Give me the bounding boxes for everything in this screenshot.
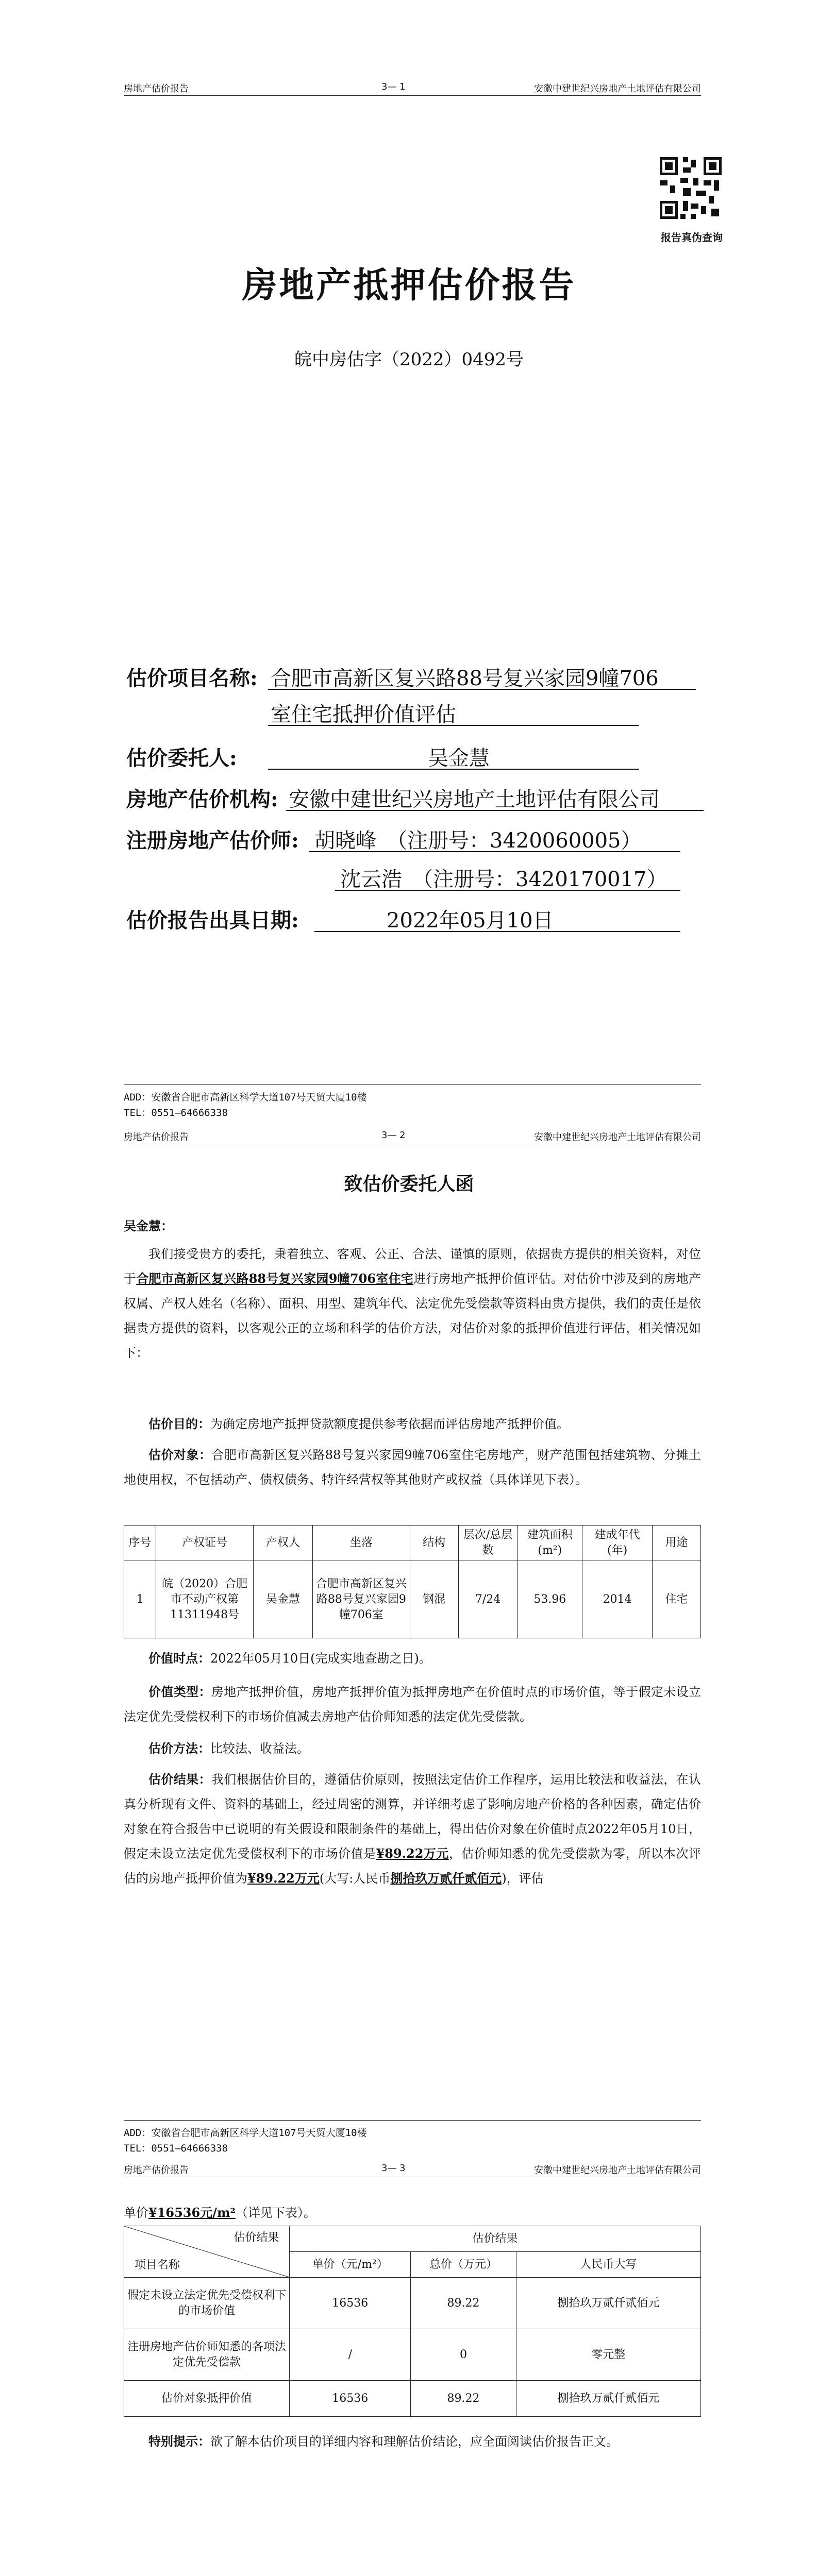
value-date-paragraph bbox=[124, 1646, 701, 1671]
diag-top-label: 估价结果 bbox=[233, 2231, 279, 2244]
method-label: 估价方法： bbox=[148, 1741, 210, 1756]
result-value-words: 捌拾玖万贰仟贰佰元 bbox=[390, 1871, 502, 1886]
page-footer bbox=[124, 1090, 367, 1121]
method-paragraph bbox=[124, 1736, 701, 1761]
report-number: 皖中房估字（2022）0492号 bbox=[294, 349, 524, 370]
footer-address: ADD：安徽省合肥市高新区科学大道107号天贸大厦10楼 bbox=[124, 1092, 367, 1103]
client-label: 估价委托人: bbox=[126, 746, 237, 770]
project-label: 估价项目名称: bbox=[126, 666, 258, 690]
result-paragraph bbox=[124, 1767, 701, 1891]
appraiser-underline-1 bbox=[309, 851, 680, 852]
project-underline-1 bbox=[268, 689, 696, 690]
qr-caption: 报告真伪查询 bbox=[661, 231, 723, 244]
table-header: 建筑面积(m²) bbox=[517, 1526, 582, 1561]
table-row bbox=[124, 2381, 701, 2417]
page-header bbox=[119, 77, 716, 98]
diag-bottom-label: 项目名称 bbox=[135, 2259, 180, 2272]
result-text-d: )，评估 bbox=[502, 1871, 544, 1886]
purpose-text: 为确定房地产抵押贷款额度提供参考依据而评估房地产抵押价值。 bbox=[210, 1417, 569, 1431]
client-underline bbox=[268, 769, 639, 770]
table-header: 产权证号 bbox=[156, 1526, 254, 1561]
footer-divider bbox=[124, 1084, 701, 1085]
agency-label: 房地产估价机构: bbox=[126, 787, 278, 811]
result-group-header: 估价结果 bbox=[290, 2226, 701, 2252]
table-header-row bbox=[124, 1526, 701, 1561]
method-text: 比较法、收益法。 bbox=[210, 1741, 309, 1756]
result-label: 估价结果： bbox=[148, 1772, 211, 1787]
table-cell: 捌拾玖万贰仟贰佰元 bbox=[516, 2381, 700, 2417]
table-cell: 7/24 bbox=[458, 1561, 517, 1638]
table-cell: 16536 bbox=[290, 2278, 411, 2329]
purpose-paragraph bbox=[124, 1412, 701, 1436]
unit-price-value: ¥16536元/m² bbox=[148, 2205, 236, 2220]
table-cell: / bbox=[290, 2329, 411, 2381]
agency-underline bbox=[286, 810, 704, 811]
notice-paragraph bbox=[124, 2429, 701, 2454]
table-cell: 住宅 bbox=[653, 1561, 701, 1638]
page-header bbox=[119, 2159, 716, 2179]
project-underline-2 bbox=[268, 725, 639, 726]
date-label: 估价报告出具日期: bbox=[126, 908, 299, 933]
result-text-b: ，估价师知悉的优先受偿款为零，所以本次评估的房地产抵押价值为 bbox=[124, 1846, 702, 1886]
project-value-line1: 合肥市高新区复兴路88号复兴家园9幢706 bbox=[271, 667, 659, 690]
intro-text-c: 进行房地产抵押价值评估。对估价中涉及到的房地产权属、产权人姓名（名称）、面积、用型、建筑年代、法定优先受偿款等资料由贵方提供，我们的责任是依据贵方提供的资料，以客观公正的立场和科学的估价方法，对估价对象的抵押价值进行评估，相关情况如下： bbox=[124, 1272, 702, 1360]
header-divider bbox=[124, 95, 701, 96]
intro-property: 合肥市高新区复兴路88号复兴家园9幢706室住宅 bbox=[136, 1271, 414, 1286]
value-type-paragraph bbox=[124, 1680, 701, 1729]
appraiser-1: 胡晓峰 （注册号：3420060005） bbox=[314, 829, 642, 853]
result-table bbox=[124, 2226, 701, 2417]
table-cell: 89.22 bbox=[411, 2278, 516, 2329]
header-right: 安徽中建世纪兴房地产土地评估有限公司 bbox=[534, 2165, 701, 2176]
object-paragraph bbox=[124, 1443, 701, 1492]
table-cell: 合肥市高新区复兴路88号复兴家园9幢706室 bbox=[312, 1561, 410, 1638]
header-right: 安徽中建世纪兴房地产土地评估有限公司 bbox=[534, 83, 701, 94]
footer-divider bbox=[124, 2120, 701, 2121]
table-cell: 零元整 bbox=[516, 2329, 700, 2381]
page-header bbox=[119, 1126, 716, 1146]
page-footer bbox=[124, 2125, 367, 2156]
value-date-label: 价值时点： bbox=[148, 1651, 210, 1666]
table-header: 人民币大写 bbox=[516, 2252, 700, 2278]
object-text: 合肥市高新区复兴路88号复兴家园9幢706室住宅房地产，财产范围包括建筑物、分摊土地使用权，不包括动产、债权债务、特许经营权等其他财产或权益（具体详见下表）。 bbox=[124, 1448, 702, 1487]
table-cell: 估价对象抵押价值 bbox=[124, 2381, 290, 2417]
table-header: 序号 bbox=[124, 1526, 156, 1561]
date-value: 2022年05月10日 bbox=[387, 909, 554, 933]
result-market-value: ¥89.22万元 bbox=[376, 1846, 449, 1861]
date-underline bbox=[314, 931, 680, 932]
result-text-c: (大写:人民币 bbox=[319, 1871, 391, 1886]
table-row bbox=[124, 2329, 701, 2381]
table-header: 单价（元/m²） bbox=[290, 2252, 411, 2278]
header-page-number: 3— 2 bbox=[381, 1130, 406, 1141]
footer-tel: TEL：0551—64666338 bbox=[124, 1107, 228, 1118]
value-type-text: 房地产抵押价值，房地产抵押价值为抵押房地产在价值时点的市场价值，等于假定未设立法定优先受偿权利下的市场价值减去房地产估价师知悉的法定优先受偿款。 bbox=[124, 1685, 702, 1724]
table-header: 产权人 bbox=[254, 1526, 313, 1561]
intro-paragraph bbox=[124, 1242, 701, 1365]
table-cell: 1 bbox=[124, 1561, 156, 1638]
header-page-number: 3— 3 bbox=[381, 2163, 406, 2174]
salutation: 吴金慧： bbox=[124, 1218, 173, 1233]
table-header-row bbox=[124, 2226, 701, 2252]
property-table bbox=[124, 1525, 701, 1638]
header-left: 房地产估价报告 bbox=[124, 83, 189, 94]
header-page-number: 3— 1 bbox=[381, 81, 406, 92]
table-cell: 53.96 bbox=[517, 1561, 582, 1638]
cover-title: 房地产抵押估价报告 bbox=[242, 265, 576, 306]
appraiser-underline-2 bbox=[335, 890, 680, 891]
table-header: 总价（万元） bbox=[411, 2252, 516, 2278]
notice-label: 特别提示： bbox=[148, 2434, 210, 2449]
diagonal-header-cell bbox=[124, 2226, 290, 2278]
table-cell: 2014 bbox=[582, 1561, 653, 1638]
table-cell: 注册房地产估价师知悉的各项法定优先受偿款 bbox=[124, 2329, 290, 2381]
unit-price-text-b: （详见下表）。 bbox=[235, 2206, 316, 2220]
qr-code-icon bbox=[657, 155, 724, 222]
table-cell: 吴金慧 bbox=[254, 1561, 313, 1638]
letter-title: 致估价委托人函 bbox=[344, 1173, 474, 1195]
table-cell: 0 bbox=[411, 2329, 516, 2381]
table-header: 用途 bbox=[653, 1526, 701, 1561]
header-left: 房地产估价报告 bbox=[124, 2165, 189, 2176]
table-cell: 钢混 bbox=[410, 1561, 458, 1638]
unit-price-text-a: 单价 bbox=[124, 2206, 148, 2220]
appraiser-label: 注册房地产估价师: bbox=[126, 828, 299, 853]
table-cell: 皖（2020）合肥市不动产权第11311948号 bbox=[156, 1561, 254, 1638]
object-label: 估价对象： bbox=[148, 1447, 212, 1462]
table-cell: 16536 bbox=[290, 2381, 411, 2417]
purpose-label: 估价目的： bbox=[148, 1416, 210, 1431]
table-cell: 假定未设立法定优先受偿权利下的市场价值 bbox=[124, 2278, 290, 2329]
table-header: 建成年代(年) bbox=[582, 1526, 653, 1561]
table-header: 坐落 bbox=[312, 1526, 410, 1561]
footer-tel: TEL：0551—64666338 bbox=[124, 2143, 228, 2154]
table-row bbox=[124, 2278, 701, 2329]
table-header: 层次/总层数 bbox=[458, 1526, 517, 1561]
result-text-a: 我们根据估价目的，遵循估价原则，按照法定估价工作程序，运用比较法和收益法，在认真分析现有文件、资料的基础上，经过周密的测算，并详细考虑了影响房地产价格的各种因素，确定估价对象在符合报告中已说明的有关假设和限制条件的基础上，得出估价对象在价值时点2022年05月10日，假定未设立法定优先受偿权利下的市场价值是 bbox=[124, 1772, 702, 1861]
value-date-text: 2022年05月10日(完成实地查勘之日)。 bbox=[210, 1651, 431, 1666]
result-mortgage-value: ¥89.22万元 bbox=[247, 1871, 320, 1886]
notice-text: 欲了解本估价项目的详细内容和理解估价结论，应全面阅读估价报告正文。 bbox=[210, 2434, 619, 2449]
unit-price-line bbox=[124, 2202, 316, 2221]
table-cell: 捌拾玖万贰仟贰佰元 bbox=[516, 2278, 700, 2329]
client-value: 吴金慧 bbox=[428, 747, 490, 770]
header-right: 安徽中建世纪兴房地产土地评估有限公司 bbox=[534, 1132, 701, 1143]
value-type-label: 价值类型： bbox=[148, 1684, 211, 1699]
table-row bbox=[124, 1561, 701, 1638]
header-left: 房地产估价报告 bbox=[124, 1132, 189, 1143]
table-header: 结构 bbox=[410, 1526, 458, 1561]
table-cell: 89.22 bbox=[411, 2381, 516, 2417]
intro-text-a: 我们接受贵方的委托，秉着独立、客观、公正、合法、谨慎的原则，依据贵方提供的相关资料，对位于 bbox=[124, 1247, 701, 1286]
project-value-line2: 室住宅抵押价值评估 bbox=[271, 703, 456, 726]
footer-address: ADD：安徽省合肥市高新区科学大道107号天贸大厦10楼 bbox=[124, 2127, 367, 2139]
agency-value: 安徽中建世纪兴房地产土地评估有限公司 bbox=[289, 788, 660, 811]
appraiser-2: 沈云浩 （注册号：3420170017） bbox=[340, 868, 667, 891]
